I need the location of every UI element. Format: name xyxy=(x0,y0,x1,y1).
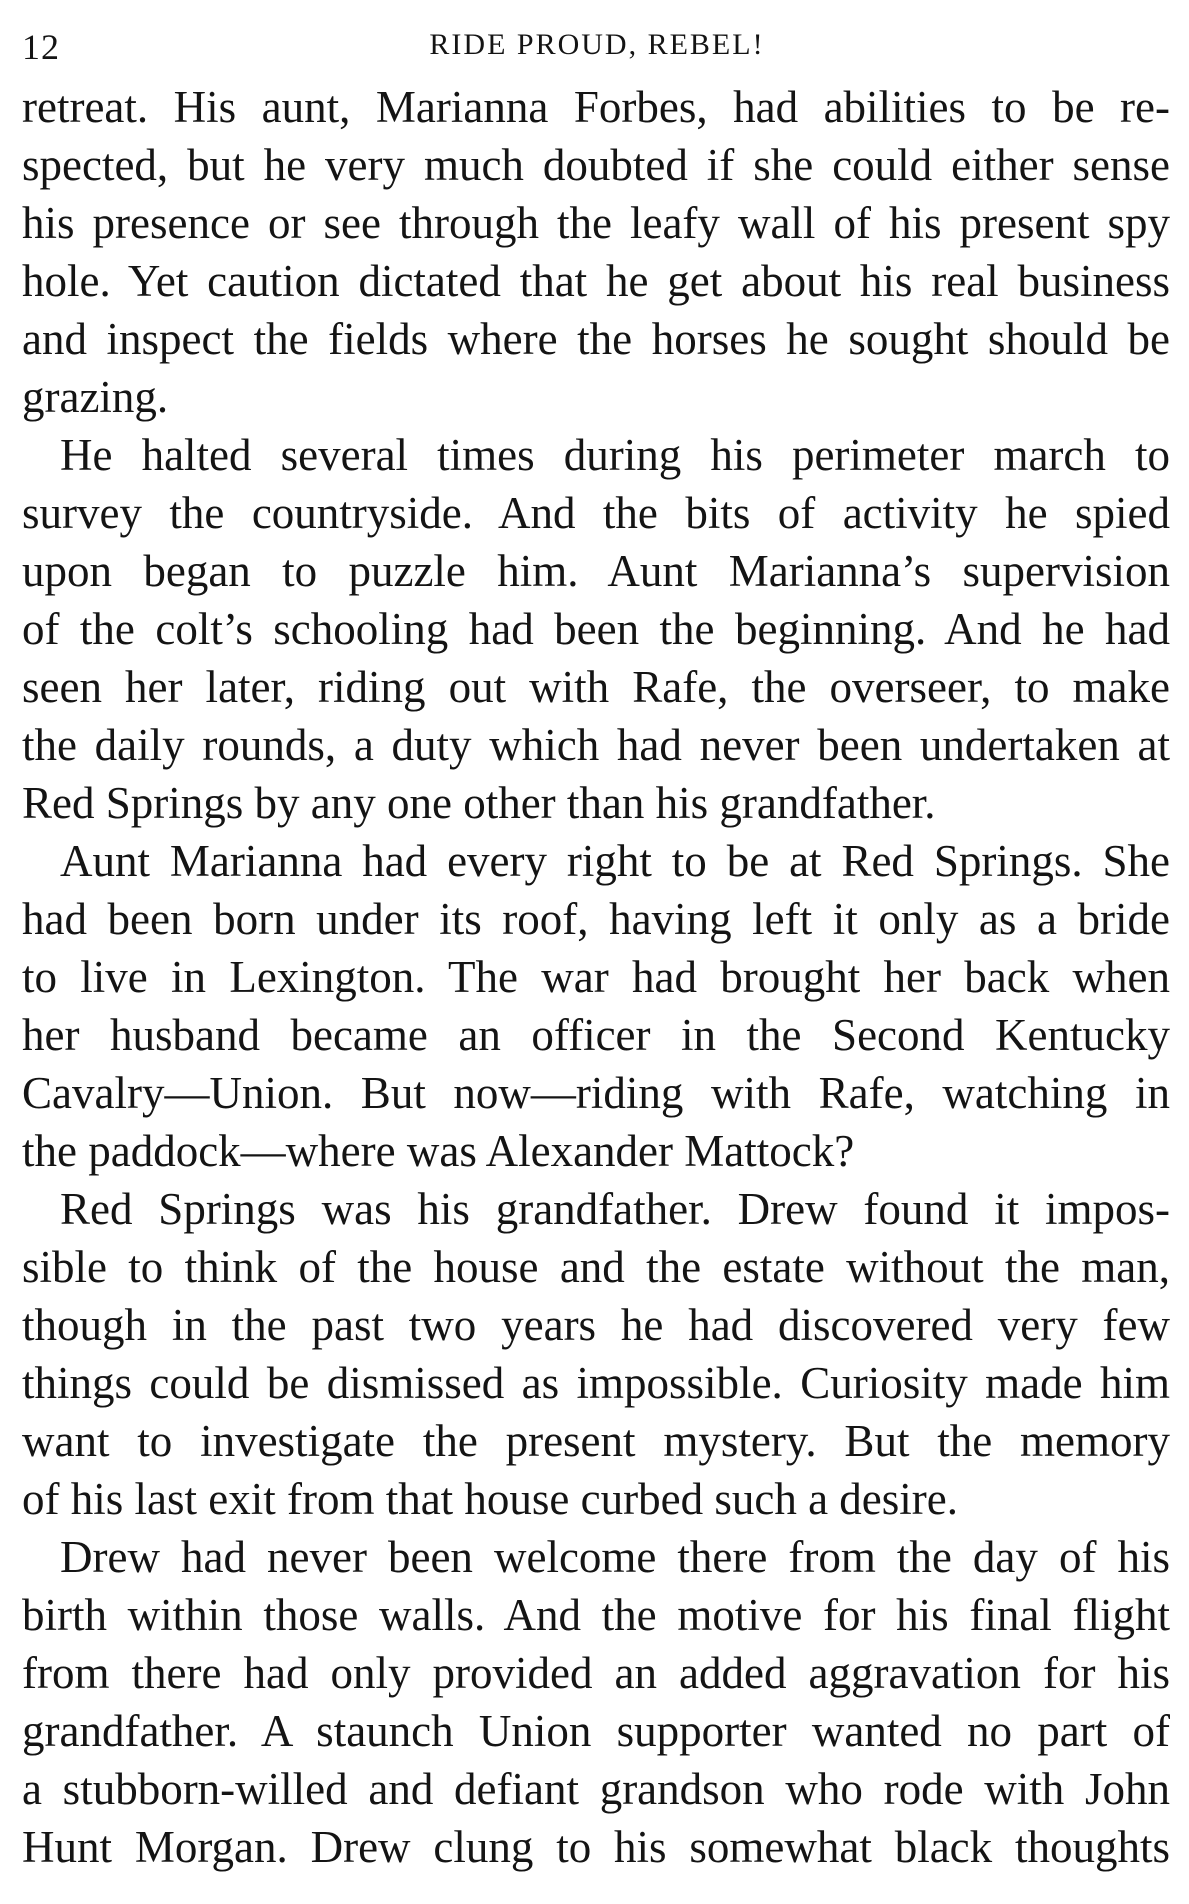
text-line: seen her later, riding out with Rafe, the overseer, to make xyxy=(22,662,1170,712)
text-line: grandfather. A staunch Union supporter wanted no part of xyxy=(22,1706,1170,1756)
text-line: Red Springs was his grandfather. Drew found it impos- xyxy=(60,1184,1170,1234)
text-line: want to investigate the present mystery. But the memory xyxy=(22,1416,1170,1466)
text-line: her husband became an officer in the Second Kentucky xyxy=(22,1010,1170,1060)
text-line: the paddock—where was Alexander Mattock? xyxy=(22,1126,855,1176)
text-line: hole. Yet caution dictated that he get about his real business xyxy=(22,256,1170,306)
text-line: Cavalry—Union. But now—riding with Rafe, watching in xyxy=(22,1068,1170,1118)
text-line: grazing. xyxy=(22,372,169,422)
text-line: things could be dismissed as impossible. Curiosity made him xyxy=(22,1358,1170,1408)
text-line: Hunt Morgan. Drew clung to his somewhat black thoughts xyxy=(22,1822,1170,1872)
text-line: spected, but he very much doubted if she could either sense xyxy=(22,140,1170,190)
body-text xyxy=(22,78,1170,1876)
running-head xyxy=(22,22,1172,72)
text-line: Drew had never been welcome there from the day of his xyxy=(60,1532,1170,1582)
text-line: of the colt’s schooling had been the beginning. And he had xyxy=(22,604,1170,654)
text-line: and inspect the fields where the horses he sought should be xyxy=(22,314,1170,364)
text-line: though in the past two years he had discovered very few xyxy=(22,1300,1170,1350)
text-line: Aunt Marianna had every right to be at Red Springs. She xyxy=(60,836,1170,886)
text-line: sible to think of the house and the estate without the man, xyxy=(22,1242,1170,1292)
text-line: his presence or see through the leafy wall of his present spy xyxy=(22,198,1170,248)
text-line: from there had only provided an added aggravation for his xyxy=(22,1648,1170,1698)
text-line: the daily rounds, a duty which had never been undertaken at xyxy=(22,720,1170,770)
text-line: Red Springs by any one other than his grandfather. xyxy=(22,778,936,828)
page-number: 12 xyxy=(22,27,60,67)
text-line: a stubborn-willed and defiant grandson who rode with John xyxy=(22,1764,1170,1814)
text-line: to live in Lexington. The war had brought her back when xyxy=(22,952,1170,1002)
text-line: birth within those walls. And the motive for his final flight xyxy=(22,1590,1170,1640)
text-line: He halted several times during his perimeter march to xyxy=(60,430,1170,480)
text-line: retreat. His aunt, Marianna Forbes, had abilities to be re- xyxy=(22,82,1170,132)
running-title: RIDE PROUD, REBEL! xyxy=(429,28,765,61)
text-line: of his last exit from that house curbed such a desire. xyxy=(22,1474,958,1524)
text-line: had been born under its roof, having left it only as a bride xyxy=(22,894,1170,944)
text-line: upon began to puzzle him. Aunt Marianna’s supervision xyxy=(22,546,1170,596)
text-line: survey the countryside. And the bits of activity he spied xyxy=(22,488,1170,538)
